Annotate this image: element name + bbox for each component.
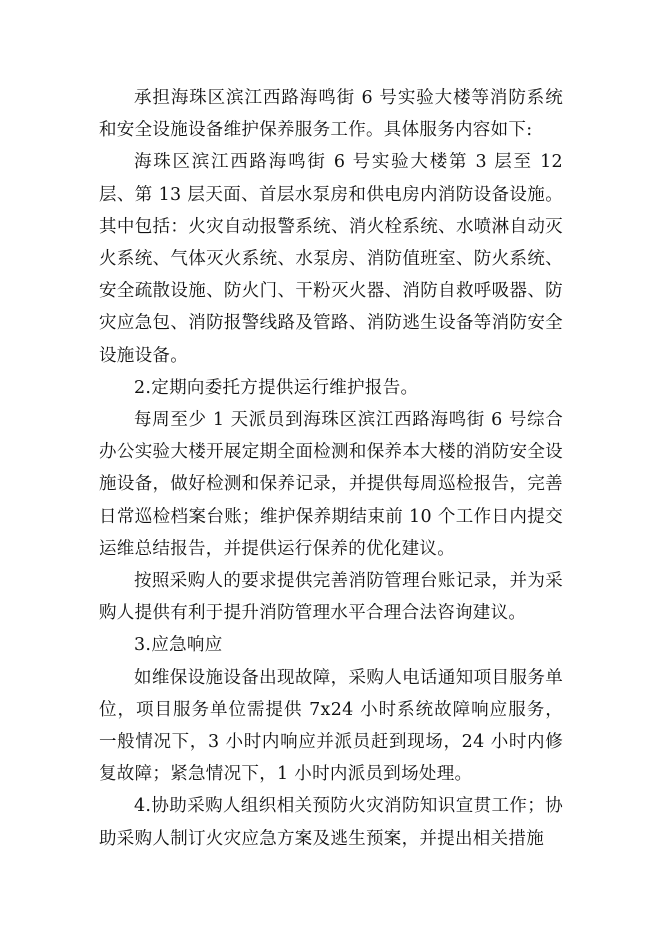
paragraph-scope: 承担海珠区滨江西路海鸣街 6 号实验大楼等消防系统和安全设施设备维护保养服务工作。具体服务内容如下: [99, 88, 563, 141]
document-body [99, 82, 563, 855]
paragraph-equipment-list: 海珠区滨江西路海鸣街 6 号实验大楼第 3 层至 12 层、第 13 层天面、首层水泵房和供电房内消防设备设施。其中包括：火灾自动报警系统、消火栓系统、水喷淋自动灭火系统、气体灭火系统、水泵房、消防值班室、防火系统、安全疏散设施、防火门、干粉灭火器、消防自救呼吸器、防灾应急包、消防报警线路及管路、消防逃生设备等消防安全设施设备。 [99, 152, 563, 366]
paragraph-fault-response: 如维保设施设备出现故障，采购人电话通知项目服务单位，项目服务单位需提供 7x24 小时系统故障响应服务，一般情况下，3 小时内响应并派员赶到现场，24 小时内修复故障；紧急情况下，1 小时内派员到场处理。 [99, 667, 563, 785]
paragraph-heading-maintenance-report: 2.定期向委托方提供运行维护报告。 [134, 377, 419, 398]
paragraph-weekly-inspection: 每周至少 1 天派员到海珠区滨江西路海鸣街 6 号综合办公实验大楼开展定期全面检测和保养本大楼的消防安全设施设备，做好检测和保养记录，并提供每周巡检报告，完善日常巡检档案台账；维护保养期结束前 10 个工作日内提交运维总结报告，并提供运行保养的优化建议。 [99, 410, 563, 559]
paragraph-heading-emergency-response: 3.应急响应 [134, 635, 223, 656]
paragraph-management-ledger: 按照采购人的要求提供完善消防管理台账记录，并为采购人提供有利于提升消防管理水平合理合法咨询建议。 [99, 571, 563, 624]
paragraph-fire-safety-training: 4.协助采购人组织相关预防火灾消防知识宣贯工作；协助采购人制订火灾应急方案及逃生预案，并提出相关措施 [99, 796, 563, 849]
